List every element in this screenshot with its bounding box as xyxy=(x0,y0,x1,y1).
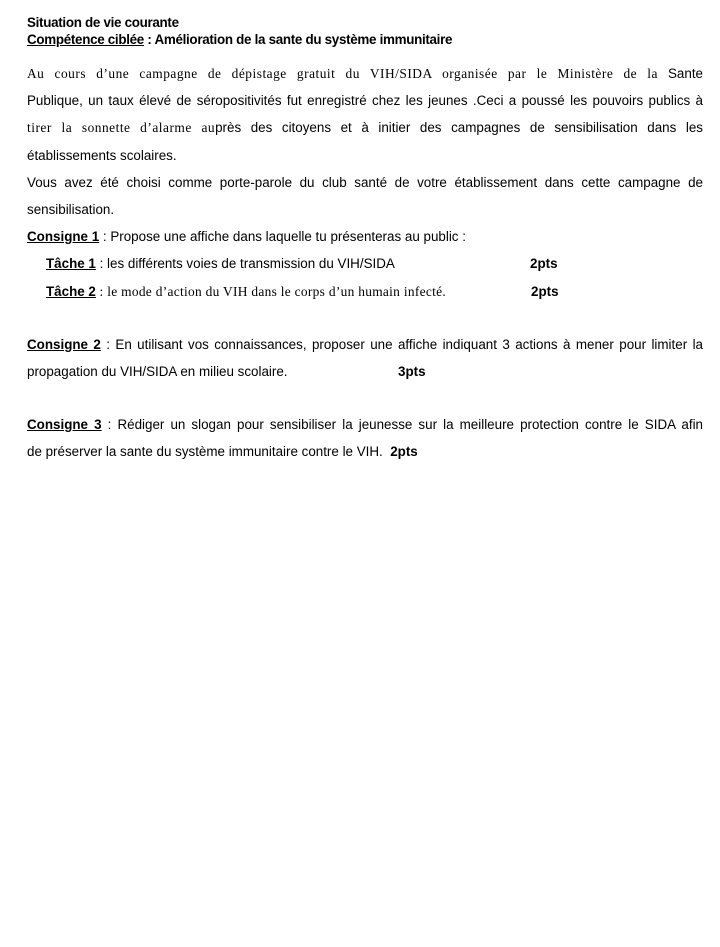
situation-title: Situation de vie courante xyxy=(27,15,179,30)
consigne-3 xyxy=(27,411,703,465)
consigne-3-text-1: : Rédiger un slogan pour sensibiliser la jeunesse sur la meilleure protection contre le SIDA afin xyxy=(101,417,703,433)
intro-paragraph xyxy=(27,60,703,223)
tache-1-label: Tâche 1 xyxy=(46,256,96,272)
intro-line-1 xyxy=(27,60,703,87)
intro-line-3 xyxy=(27,114,703,141)
competence-separator: : xyxy=(143,32,155,47)
tache-1-text: : les différents voies de transmission du VIH/SIDA xyxy=(95,256,395,272)
consigne-3-points: 2pts xyxy=(390,444,418,460)
competence-line xyxy=(27,31,703,48)
consigne-1-line xyxy=(27,223,703,250)
spacer xyxy=(27,385,703,411)
intro-line-5: Vous avez été choisi comme porte-parole du club santé de votre établissement dans cette campagne de xyxy=(27,174,703,190)
consigne-2 xyxy=(27,331,703,385)
consigne-2-points: 3pts xyxy=(398,363,426,379)
tache-1-points: 2pts xyxy=(530,256,558,272)
tache-2-label: Tâche 2 xyxy=(46,283,96,299)
consigne-1 xyxy=(27,223,703,250)
consigne-3-line-1 xyxy=(27,411,703,438)
spacer xyxy=(27,305,703,331)
intro-line-3-sans: près des citoyens et à initier des campagnes de sensibilisation dans les xyxy=(215,120,704,136)
tache-2-text: : le mode d’action du VIH dans le corps d’un humain infecté. xyxy=(95,283,446,299)
competence-text: Amélioration de la sante du système immunitaire xyxy=(154,32,453,47)
intro-line-4: établissements scolaires. xyxy=(27,147,177,163)
intro-line-2: Publique, un taux élevé de séropositivités fut enregistré chez les jeunes .Ceci a poussé les pouvoirs publics à xyxy=(27,93,703,109)
exercise-document xyxy=(27,14,703,465)
competence-label: Compétence ciblée xyxy=(27,32,144,47)
tache-2-points: 2pts xyxy=(531,283,559,299)
consigne-3-text-2: de préserver la sante du système immunitaire contre le VIH. xyxy=(27,444,383,460)
consigne-2-text-1: : En utilisant vos connaissances, proposer une affiche indiquant 3 actions à mener pour limiter la xyxy=(100,336,703,352)
consigne-2-label: Consigne 2 xyxy=(27,336,101,352)
consigne-2-line-1 xyxy=(27,331,703,358)
consigne-3-line-2 xyxy=(27,438,703,465)
consigne-2-text-2: propagation du VIH/SIDA en milieu scolaire. xyxy=(27,363,288,379)
consigne-1-label: Consigne 1 xyxy=(27,229,100,245)
intro-line-1-sans: Sante xyxy=(657,66,703,81)
consigne-2-line-2 xyxy=(27,358,703,385)
consigne-3-label: Consigne 3 xyxy=(27,417,102,433)
intro-line-6: sensibilisation. xyxy=(27,201,115,217)
tache-2 xyxy=(27,278,703,305)
consigne-1-text: : Propose une affiche dans laquelle tu présenteras au public : xyxy=(99,229,466,245)
tache-1 xyxy=(27,250,703,277)
intro-line-3-serif: tirer la sonnette d’alarme au xyxy=(27,120,216,136)
intro-line-1-serif: Au cours d’une campagne de dépistage gratuit du VIH/SIDA organisée par le Ministère de la xyxy=(27,66,658,81)
